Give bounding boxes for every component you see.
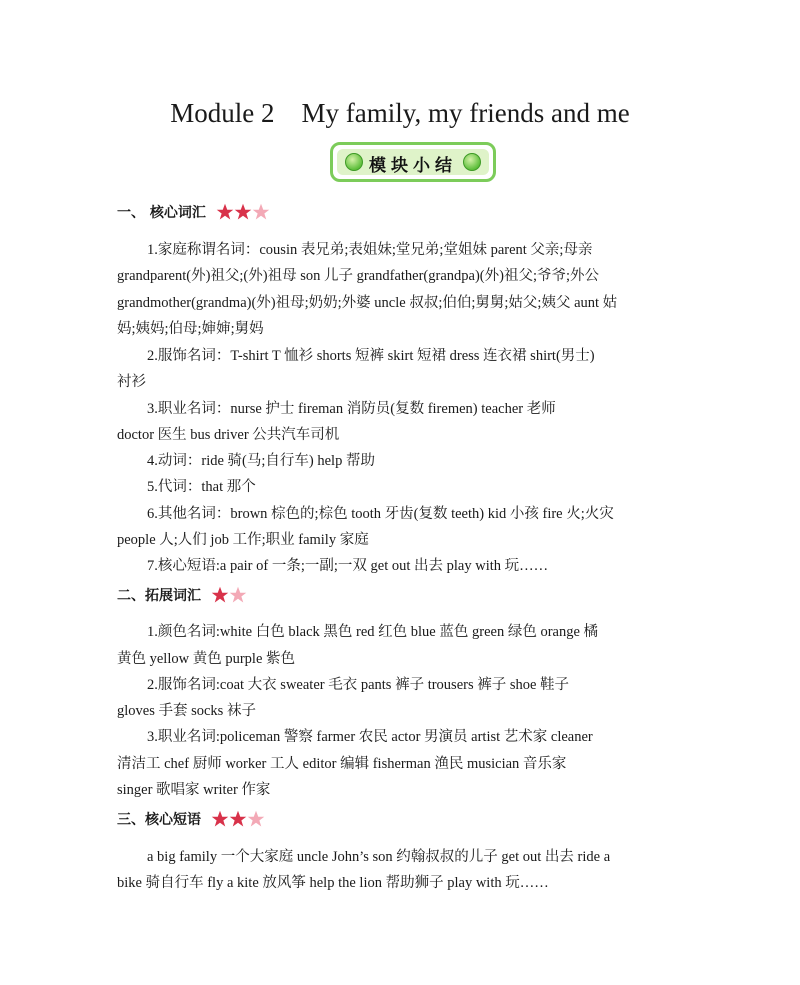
- text-line: 3.职业名词:policeman 警察 farmer 农民 actor 男演员 artist 艺术家 cleaner: [147, 729, 593, 745]
- section-heading-text: 二、拓展词汇: [117, 588, 201, 604]
- page-title: Module 2 My family, my friends and me: [170, 98, 630, 128]
- rating-stars: [211, 810, 265, 828]
- section-heading-text: 三、核心短语: [117, 812, 201, 828]
- rating-stars: [211, 586, 247, 604]
- badge-label: 模块小结: [369, 156, 457, 176]
- half-star-icon: [252, 203, 270, 221]
- text-line: 黄色 yellow 黄色 purple 紫色: [117, 651, 296, 667]
- star-icon: [211, 810, 229, 828]
- text-line: 1.家庭称谓名词：cousin 表兄弟;表姐妹;堂兄弟;堂姐妹 parent 父亲;母亲: [147, 242, 593, 258]
- text-line: 4.动词：ride 骑(马;自行车) help 帮助: [147, 453, 375, 469]
- text-line: gloves 手套 socks 袜子: [117, 703, 256, 719]
- section-heading-core-vocab: [117, 202, 270, 222]
- text-line: 2.服饰名词:coat 大衣 sweater 毛衣 pants 裤子 trousers 裤子 shoe 鞋子: [147, 677, 570, 693]
- text-line: singer 歌唱家 writer 作家: [117, 782, 271, 798]
- star-icon: [211, 586, 229, 604]
- text-line: 2.服饰名词：T-shirt T 恤衫 shorts 短裤 skirt 短裙 dress 连衣裙 shirt(男士): [147, 348, 595, 364]
- text-line: 清洁工 chef 厨师 worker 工人 editor 编辑 fisherman 渔民 musician 音乐家: [117, 756, 567, 772]
- text-line: doctor 医生 bus driver 公共汽车司机: [117, 427, 340, 443]
- text-line: a big family 一个大家庭 uncle John’s son 约翰叔叔的儿子 get out 出去 ride a: [147, 849, 611, 865]
- text-line: 3.职业名词：nurse 护士 fireman 消防员(复数 firemen) teacher 老师: [147, 401, 556, 417]
- text-line: 妈;姨妈;伯母;婶婶;舅妈: [117, 321, 264, 337]
- text-line: 5.代词：that 那个: [147, 479, 256, 495]
- text-line: 6.其他名词：brown 棕色的;棕色 tooth 牙齿(复数 teeth) kid 小孩 fire 火;火灾: [147, 506, 614, 522]
- text-line: 1.颜色名词:white 白色 black 黑色 red 红色 blue 蓝色 green 绿色 orange 橘: [147, 624, 599, 640]
- section-heading-extended-vocab: [117, 585, 247, 605]
- text-line: 7.核心短语:a pair of 一条;一副;一双 get out 出去 play with 玩……: [147, 558, 549, 574]
- half-star-icon: [229, 586, 247, 604]
- section-heading-core-phrases: [117, 809, 265, 829]
- star-icon: [229, 810, 247, 828]
- text-line: 衬衫: [117, 374, 146, 390]
- section-heading-text: 一、 核心词汇: [117, 205, 206, 221]
- text-line: grandparent(外)祖父;(外)祖母 son 儿子 grandfather(grandpa)(外)祖父;爷爷;外公: [117, 268, 599, 284]
- star-icon: [234, 203, 252, 221]
- text-line: bike 骑自行车 fly a kite 放风筝 help the lion 帮助狮子 play with 玩……: [117, 875, 549, 891]
- module-summary-badge: [330, 142, 496, 182]
- half-star-icon: [247, 810, 265, 828]
- rating-stars: [216, 203, 270, 221]
- text-line: people 人;人们 job 工作;职业 family 家庭: [117, 532, 369, 548]
- text-line: grandmother(grandma)(外)祖母;奶奶;外婆 uncle 叔叔;伯伯;舅舅;姑父;姨父 aunt 姑: [117, 295, 618, 311]
- star-icon: [216, 203, 234, 221]
